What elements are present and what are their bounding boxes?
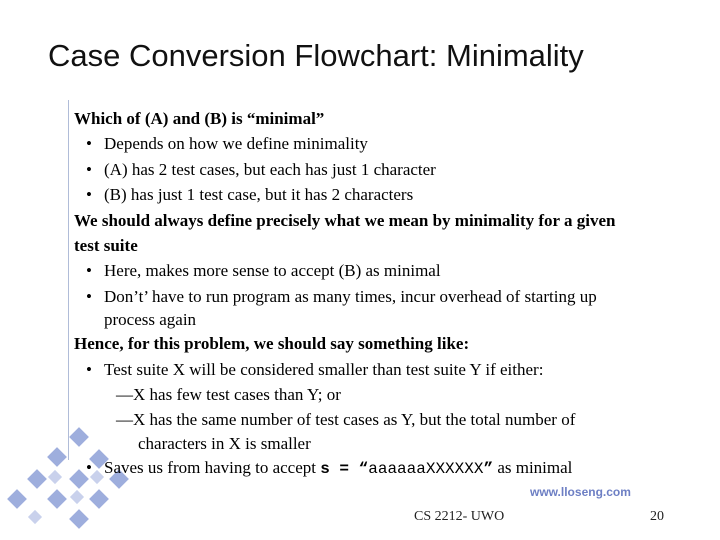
footer-course: CS 2212- UWO (414, 509, 505, 524)
body-line: test suite (74, 236, 138, 256)
body-line: Which of (A) and (B) is “minimal” (74, 109, 325, 128)
trailing-text: as minimal (493, 457, 573, 477)
body-line: Hence, for this problem, we should say something like: (74, 334, 470, 354)
code-snippet-a: aaaaaa (368, 459, 426, 478)
bullet-item: • Depends on how we define minimality (86, 134, 368, 154)
code-snippet-suffix: ” (483, 459, 494, 478)
slide-title: Case Conversion Flowchart: Minimality (48, 38, 584, 73)
bullet-item: • Here, makes more sense to accept (B) as minimal (86, 261, 441, 281)
sub-item-continuation: characters in X is smaller (138, 433, 311, 453)
bullet-item: • (B) has just 1 test case, but it has 2 characters (86, 185, 414, 205)
body-line: We should always define precisely what we mean by minimality for a given (74, 210, 616, 230)
code-snippet-prefix: s = “ (320, 459, 369, 478)
bullet-item: • (A) has 2 test cases, but each has just 1 character (86, 159, 436, 179)
bullet-item: • Saves us from having to accept s = “aaaaaaXXXXXX” as minimal (86, 457, 573, 478)
slide-body (74, 106, 714, 482)
bullet-item: • Don’t’ have to run program as many times, incur overhead of starting up (86, 286, 597, 306)
watermark: www.lloseng.com (530, 485, 631, 499)
sub-item: —X has the same number of test cases as Y, but the total number of (116, 410, 576, 430)
bullet-continuation: process again (104, 310, 197, 330)
page-number: 20 (650, 509, 664, 524)
bullet-item: • Test suite X will be considered smaller than test suite Y if either: (86, 359, 544, 379)
sub-item: —X has few test cases than Y; or (116, 385, 341, 405)
code-snippet-x: XXXXXX (425, 459, 484, 478)
